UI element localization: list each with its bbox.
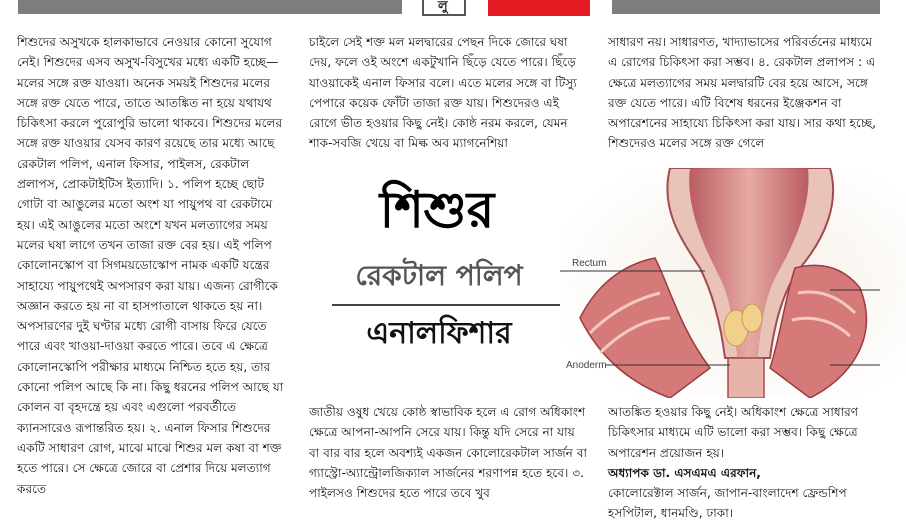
headline-divider: [332, 304, 566, 306]
byline-name: অধ্যাপক ডা. এসএমএ এরফান,: [608, 465, 761, 480]
page-mark: লু: [438, 0, 448, 14]
article-column-3-top: [608, 32, 878, 154]
column-1-text: শিশুদের অসুখকে হালকাভাবে নেওয়ার কোনো সুযোগ নেই। শিশুদের এসব অসুখ-বিসুখের মধ্যে একটি হচ্ছে—মলের সঙ্গে রক্ত যাওয়া। অনেক সময়ই শিশুদের মলের সঙ্গে রক্ত যেতে পারে, তাতে আতঙ্কিত না হয়ে যথাযথ চিকিৎসা করলে পুরোপুরি ভালো থাকবে। শিশুদের মলের সঙ্গে রক্ত যাওয়ার যেসব কারণ রয়েছে তার মধ্যে আছে রেকটাল পলিপ, এনাল ফিসার, পাইলস, রেকটাল প্রলাপস, প্রোকটাইটিস ইত্যাদি। ১. পলিপ হচ্ছে ছোট গোটা বা আঙুলের মতো অংশ যা পায়ুপথ বা রেকটামে হয়। এই আঙুলের মতো অংশে যখন মলত্যাগের সময় মলের ঘষা লাগে তখন তাজা রক্ত বের হয়। এই পলিপ কোলোনস্কোপ বা সিগময়ডোস্কোপ নামক একটি যন্ত্রের সাহায্যে পায়ুপথেই অপসারণ করা যায়। এজন্য রোগীকে অজ্ঞান করতে হয় না বা হাসপাতালে থাকতে হয় না। অপসারণের দুই ঘণ্টার মধ্যে রোগী বাসায় ফিরে যেতে পারে এবং খাওয়া-দাওয়া করতে পারে। তবে এ ক্ষেত্রে কোলোনস্কোপি পরীক্ষার মাধ্যমে নিশ্চিত হতে হয়, তার কোনো পলিপ আছে কি না। কিছু ধরনের পলিপ আছে যা কোলন বা বৃহদন্ত্রে হয় এবং এগুলো পরবর্তীতে ক্যানসারেও রূপান্তরিত হয়। ২. এনাল ফিসার শিশুদের একটি সাধারণ রোগ, মাঝে মাঝে শিশুর মল কষা বা শক্ত হতে পারে। সে ক্ষেত্রে জোরে বা প্রেশার দিয়ে মলত্যাগ করতে: [17, 35, 284, 496]
section-tab-red: [488, 0, 590, 16]
header-bar-right: [612, 0, 880, 14]
article-column-2-top: [309, 32, 587, 154]
article-column-2-bottom: [309, 402, 587, 503]
column-3-bottom-text: আতঙ্কিত হওয়ার কিছু নেই। অধিকাংশ ক্ষেত্রে সাধারণ চিকিৎসার মাধ্যমে এটি ভালো করা সম্ভব। কিছু ক্ষেত্রে অপারেশন প্রয়োজন হয়।: [608, 405, 859, 460]
column-2-top-text: চাইলে সেই শক্ত মল মলদ্বারের পেছন দিকে জোরে ঘষা দেয়, ফলে ওই অংশে একটুখানি ছিঁড়ে যেতে পারে। ছিঁড়ে যাওয়াকেই এনাল ফিসার বলে। এতে মলের সঙ্গে বা টিস্যু পেপারে কয়েক ফোঁটা তাজা রক্ত যায়। শিশুদেরও এই রোগে ভীত হওয়ার কিছু নেই। কোষ্ঠ নরম করলে, যেমন শাক-সবজি খেয়ে বা মিল্ক অব ম্যাগনেশিয়া: [309, 35, 577, 151]
column-2-bottom-text: জাতীয় ওষুধ খেয়ে কোষ্ঠ স্বাভাবিক হলে এ রোগ অধিকাংশ ক্ষেত্রে আপনা-আপনি সেরে যায়। কিন্তু যদি সেরে না যায় বা বার বার হলে অবশ্যই একজন কোলোরেকটাল সার্জন বা গ্যাস্ট্রো-অ্যান্ট্রোলজিক্যাল সার্জনের শরণাপন্ন হতে হবে। ৩. পাইলসও শিশুদের হতে পারে তবে খুব: [309, 405, 587, 501]
headline-main: শিশুর: [379, 180, 495, 239]
page-tab: [422, 0, 466, 16]
rectum-anatomy-illustration: [560, 168, 906, 398]
article-column-3-bottom: [608, 402, 878, 524]
headline-sub-2: এনালফিশার: [366, 316, 512, 351]
column-3-top-text: সাধারণ নয়। সাধারণত, খাদ্যাভাসের পরিবর্তনের মাধ্যমে এ রোগের চিকিৎসা করা সম্ভব। ৪. রেকটাল প্রলাপস : এ ক্ষেত্রে মলত্যাগের সময় মলদ্বারটি বের হয়ে আসে, সঙ্গে রক্ত যেতে পারে। এটি বিশেষ ধরনের ইঞ্জেকশন বা অপারেশনের সাহায্যে চিকিৎসা করা যায়। সার কথা হচ্ছে, শিশুদেরও মলের সঙ্গে রক্ত গেলে: [608, 35, 877, 151]
header-bar-left: [18, 0, 402, 14]
label-anoderm: Anoderm: [566, 360, 607, 371]
article-column-1: [17, 32, 291, 499]
headline-sub-1: রেকটাল পলিপ: [355, 259, 523, 292]
byline-affiliation: কোলোরেক্টাল সার্জন, জাপান-বাংলাদেশ ফ্রেন্ডশিপ হসপিটাল, ধানমণ্ডি, ঢাকা।: [608, 486, 847, 521]
label-rectum: Rectum: [572, 258, 607, 269]
